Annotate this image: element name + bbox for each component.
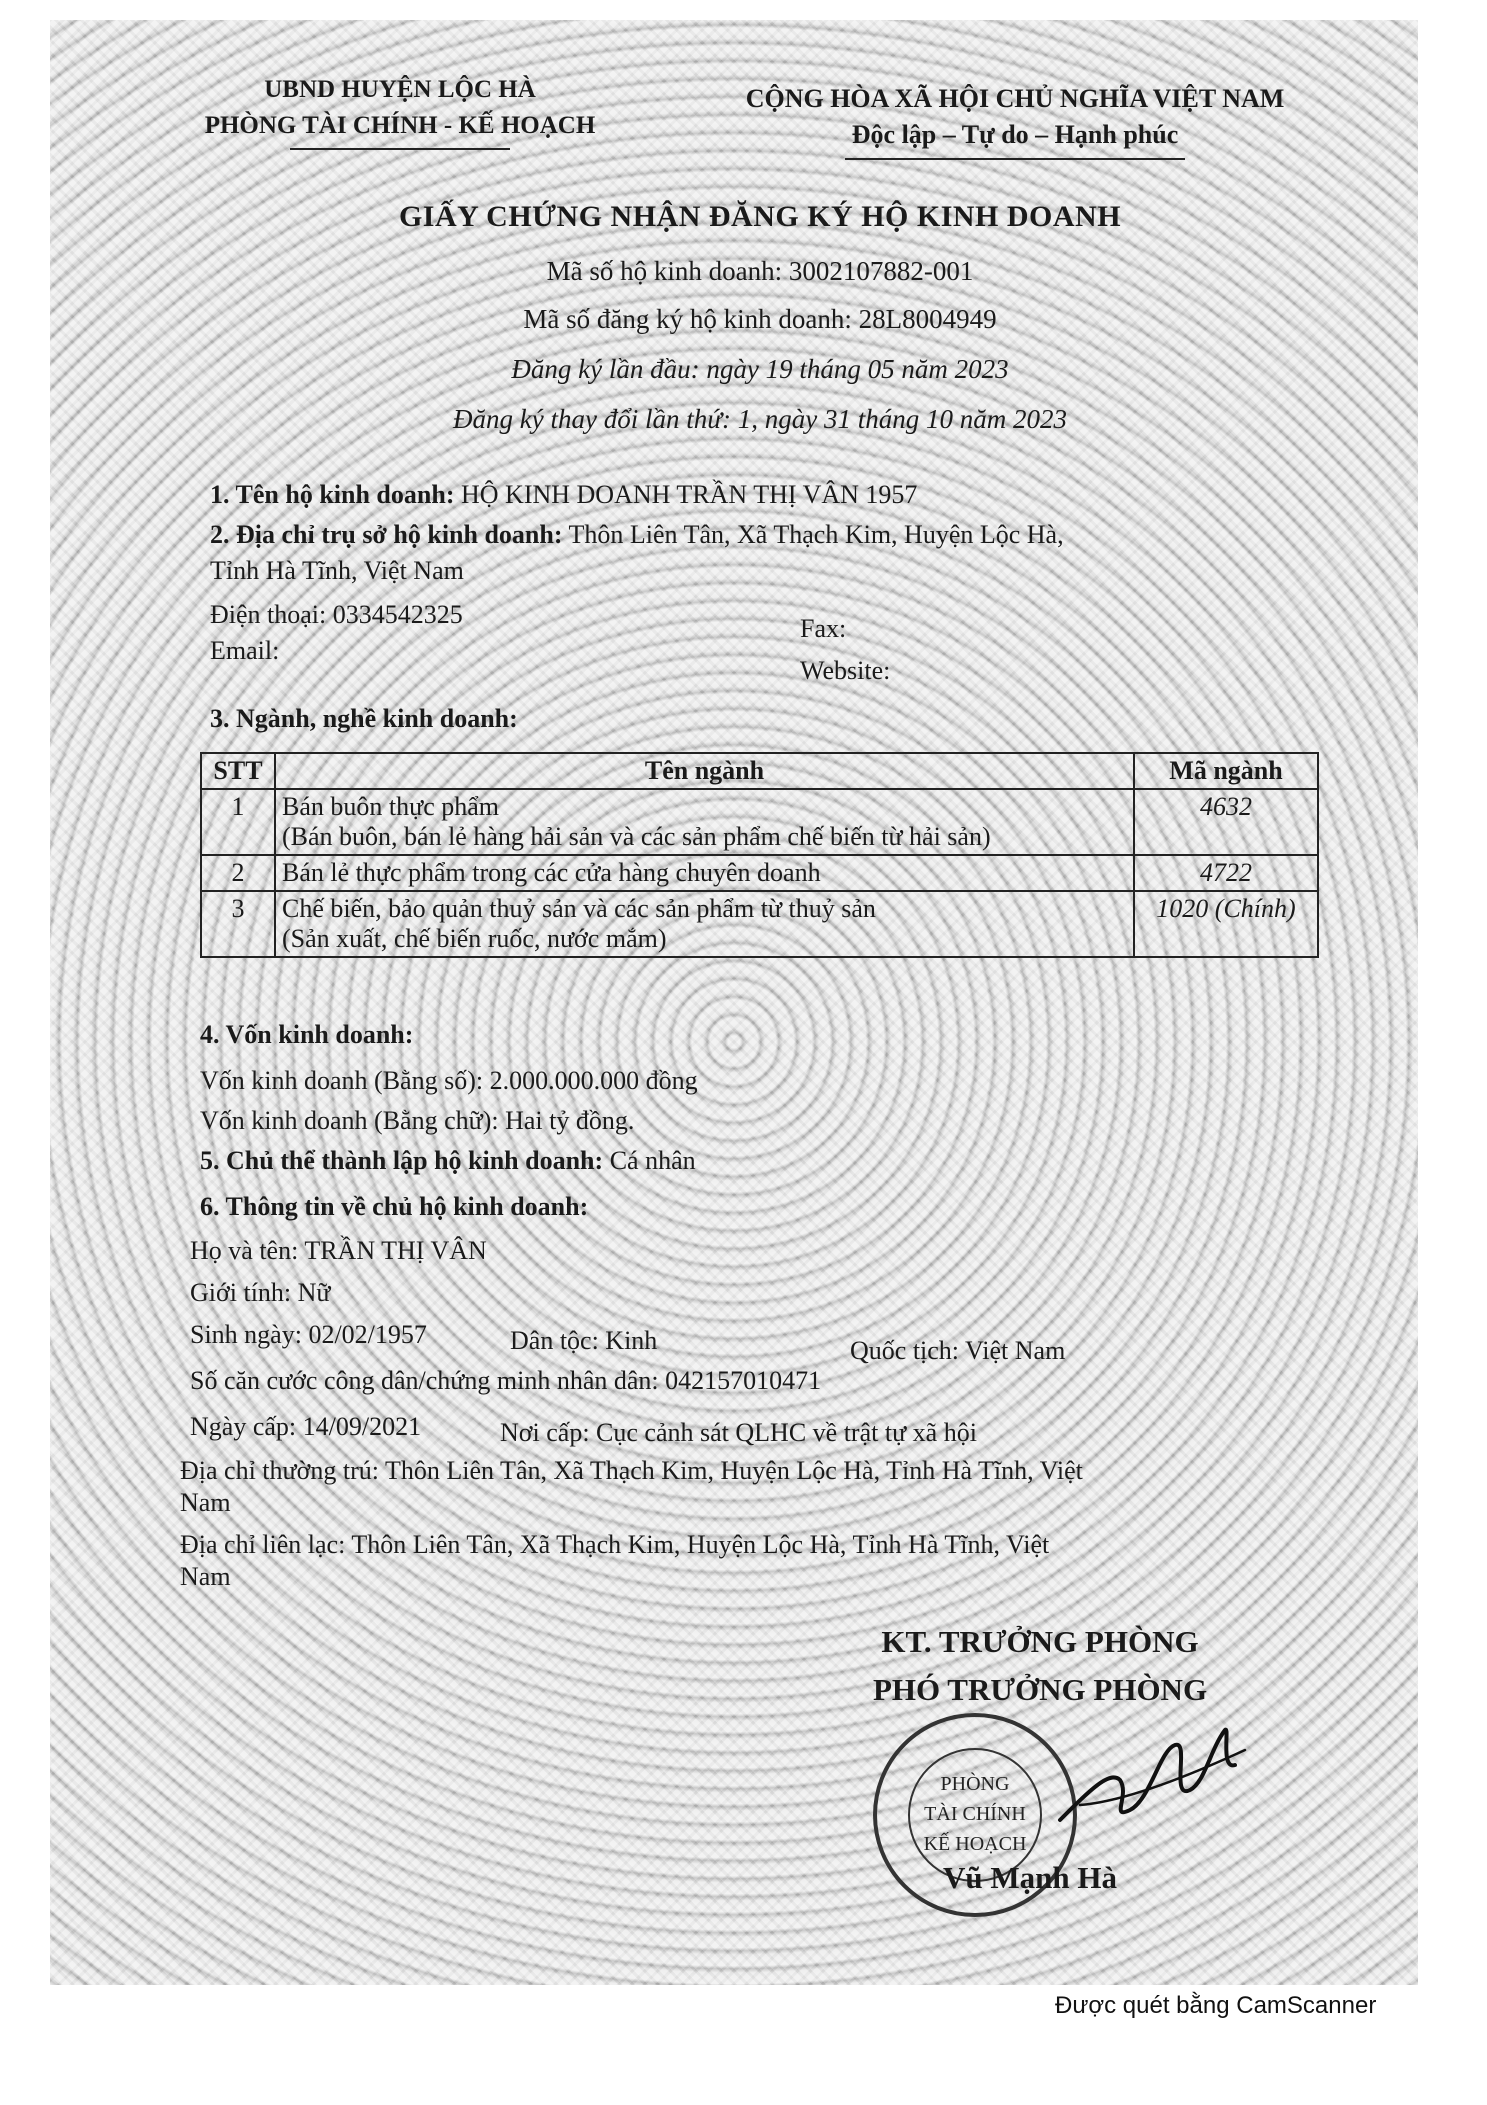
email: Email: [210, 636, 280, 665]
section6-label: 6. Thông tin về chủ hộ kinh doanh: [200, 1192, 589, 1221]
header-right-underline [845, 158, 1185, 160]
owner-nationality: Quốc tịch: Việt Nam [850, 1336, 1066, 1365]
header-left-underline [290, 148, 510, 150]
agency-name: UBND HUYỆN LỘC HÀ [264, 76, 536, 103]
table-row [201, 855, 1318, 891]
scanner-watermark: Được quét bằng CamScanner [1055, 1992, 1377, 2019]
seal-text-2: TÀI CHÍNH [924, 1803, 1026, 1825]
owner-gender: Giới tính: Nữ [190, 1278, 331, 1307]
signer-title-line2: PHÓ TRƯỞNG PHÒNG [872, 1672, 1208, 1707]
row-code: 4632 [1134, 789, 1318, 855]
capital-words: Vốn kinh doanh (Bằng chữ): Hai tỷ đồng. [200, 1106, 635, 1135]
business-code: Mã số hộ kinh doanh: 3002107882-001 [546, 256, 974, 286]
seal-text-3: KẾ HOẠCH [923, 1833, 1027, 1855]
signer-name: Vũ Mạnh Hà [943, 1860, 1117, 1895]
row-name-cell [275, 855, 1134, 891]
table-row [201, 789, 1318, 855]
section4-label: 4. Vốn kinh doanh: [200, 1020, 414, 1049]
section5-value: Cá nhân [609, 1146, 696, 1175]
change-registration-date: Đăng ký thay đổi lần thứ: 1, ngày 31 tháng 10 năm 2023 [453, 404, 1067, 434]
phone: Điện thoại: 0334542325 [210, 600, 463, 629]
certificate-page [50, 20, 1418, 1985]
section2-value-line1: Thôn Liên Tân, Xã Thạch Kim, Huyện Lộc Hà, [568, 520, 1064, 549]
row-stt: 1 [201, 789, 275, 855]
table-header-row [201, 753, 1318, 789]
department-name: PHÒNG TÀI CHÍNH - KẾ HOẠCH [204, 112, 596, 139]
permanent-address-line2: Nam [180, 1488, 231, 1517]
row-name: Chế biến, bảo quản thuỷ sản và các sản phẩm từ thuỷ sản [282, 894, 876, 923]
owner-id-number: Số căn cước công dân/chứng minh nhân dân: 042157010471 [190, 1366, 822, 1395]
seal-text-1: PHÒNG [940, 1773, 1010, 1795]
section1-label: 1. Tên hộ kinh doanh: [210, 480, 455, 509]
document-title: GIẤY CHỨNG NHẬN ĐĂNG KÝ HỘ KINH DOANH [398, 200, 1122, 233]
section5-label: 5. Chủ thể thành lập hộ kinh doanh: [200, 1146, 604, 1175]
row-stt: 2 [201, 855, 275, 891]
column-header-stt: STT [201, 753, 275, 789]
row-name: Bán buôn thực phẩm [282, 792, 500, 821]
signature-graphic [1050, 1710, 1250, 1840]
owner-ethnicity: Dân tộc: Kinh [510, 1326, 658, 1355]
owner-issue-date: Ngày cấp: 14/09/2021 [190, 1412, 422, 1441]
section2-value-line2: Tỉnh Hà Tĩnh, Việt Nam [210, 556, 464, 585]
signer-title-line1: KT. TRƯỞNG PHÒNG [881, 1624, 1199, 1659]
row-stt: 3 [201, 891, 275, 957]
first-registration-date: Đăng ký lần đầu: ngày 19 tháng 05 năm 2023 [511, 354, 1009, 384]
section-address [210, 520, 1064, 550]
row-name: Bán lẻ thực phẩm trong các cửa hàng chuyên doanh [282, 858, 821, 887]
national-title: CỘNG HÒA XÃ HỘI CHỦ NGHĨA VIỆT NAM [745, 84, 1285, 113]
table-row [201, 891, 1318, 957]
row-detail: (Sản xuất, chế biến ruốc, nước mắm) [282, 924, 667, 953]
fax: Fax: [800, 614, 847, 643]
section-business-name [210, 480, 917, 510]
contact-address-line2: Nam [180, 1562, 231, 1591]
section2-label: 2. Địa chỉ trụ sở hộ kinh doanh: [210, 520, 563, 549]
owner-name: Họ và tên: TRẦN THỊ VÂN [190, 1236, 487, 1265]
row-name-cell [275, 891, 1134, 957]
owner-issue-place: Nơi cấp: Cục cảnh sát QLHC về trật tự xã hội [500, 1418, 977, 1447]
section-founder-type [200, 1146, 696, 1176]
business-lines-table [200, 752, 1319, 958]
row-code: 1020 (Chính) [1134, 891, 1318, 957]
national-motto: Độc lập – Tự do – Hạnh phúc [851, 120, 1179, 149]
owner-dob: Sinh ngày: 02/02/1957 [190, 1320, 427, 1349]
row-detail: (Bán buôn, bán lẻ hàng hải sản và các sản phẩm chế biến từ hải sản) [282, 822, 991, 851]
permanent-address-line1: Địa chỉ thường trú: Thôn Liên Tân, Xã Thạch Kim, Huyện Lộc Hà, Tỉnh Hà Tĩnh, Việt [180, 1456, 1083, 1485]
handwritten-signature [1050, 1710, 1250, 1840]
row-code: 4722 [1134, 855, 1318, 891]
section1-value: HỘ KINH DOANH TRẦN THỊ VÂN 1957 [460, 480, 918, 509]
column-header-name: Tên ngành [275, 753, 1134, 789]
column-header-code: Mã ngành [1134, 753, 1318, 789]
website: Website: [800, 656, 891, 685]
registration-code: Mã số đăng ký hộ kinh doanh: 28L8004949 [523, 304, 997, 334]
row-name-cell [275, 789, 1134, 855]
section3-label: 3. Ngành, nghề kinh doanh: [210, 704, 518, 733]
contact-address-line1: Địa chỉ liên lạc: Thôn Liên Tân, Xã Thạch Kim, Huyện Lộc Hà, Tỉnh Hà Tĩnh, Việt [180, 1530, 1050, 1559]
capital-numeric: Vốn kinh doanh (Bằng số): 2.000.000.000 đồng [200, 1066, 698, 1095]
